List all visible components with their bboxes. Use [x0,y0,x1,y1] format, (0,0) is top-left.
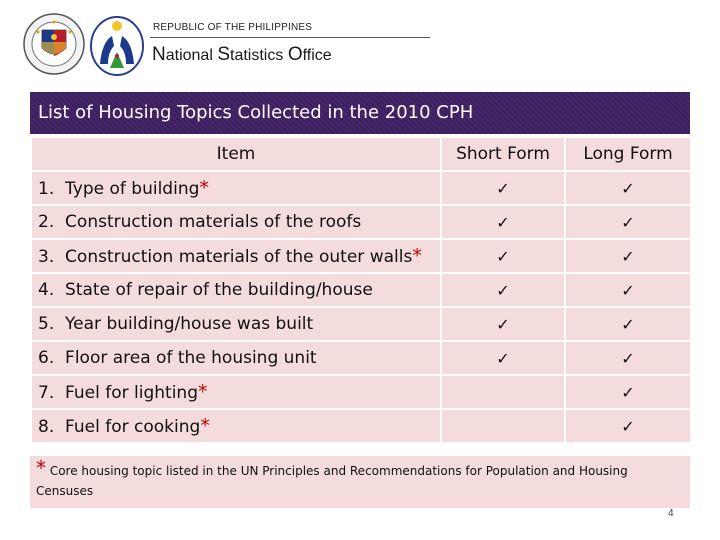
table-row [31,205,691,239]
topic-label: Construction materials of the outer walls [65,247,413,267]
short-form-cell [441,409,565,443]
check-mark-icon: ✓ [496,212,510,232]
long-form-cell [565,409,691,443]
topic-label: Fuel for cooking [65,417,201,437]
topic-label: Fuel for lighting [65,383,199,403]
topic-number: 7. [38,383,55,403]
housing-topics-table [30,136,692,444]
table-row [31,273,691,307]
office-name [152,44,332,66]
office-word-rest: ational [165,47,218,64]
slide-title-bar [30,92,690,134]
short-form-cell [441,375,565,409]
header-divider [150,37,430,38]
check-mark-icon: ✓ [496,178,510,198]
topic-item-cell [31,341,441,375]
table-row [31,239,691,273]
footnote [30,456,690,508]
topic-item-cell [31,375,441,409]
check-mark-icon: ✓ [621,416,635,436]
check-mark-icon: ✓ [621,246,635,266]
long-form-cell [565,171,691,205]
topic-label: Year building/house was built [65,314,314,334]
topic-label: Construction materials of the roofs [65,212,362,232]
topic-item-cell [31,409,441,443]
check-mark-icon: ✓ [621,212,635,232]
topic-label: Floor area of the housing unit [65,348,317,368]
topic-item-cell [31,307,441,341]
check-mark-icon: ✓ [621,382,635,402]
topic-number: 8. [38,417,55,437]
check-mark-icon: ✓ [621,314,635,334]
footnote-text: Core housing topic listed in the UN Principles and Recommendations for Population and Housing Censuses [36,464,628,498]
table-header-row [31,137,691,171]
check-mark-icon: ✓ [496,280,510,300]
topic-item-cell [31,239,441,273]
table-body [31,171,691,443]
office-word-rest: ffice [302,47,332,64]
topic-number: 6. [38,348,55,368]
long-form-cell [565,205,691,239]
short-form-cell [441,341,565,375]
republic-seal-logo [22,12,86,76]
column-header-long-form: Long Form [565,137,691,171]
topic-item-cell [31,171,441,205]
core-topic-star-icon: * [200,415,210,437]
office-initial: N [152,44,166,65]
check-mark-icon: ✓ [621,178,635,198]
core-topic-star-icon: * [198,381,208,403]
table-row [31,409,691,443]
office-initial: S [217,44,231,65]
table-row [31,341,691,375]
office-initial: O [287,44,303,65]
republic-label: REPUBLIC OF THE PHILIPPINES [153,22,313,33]
long-form-cell [565,375,691,409]
long-form-cell [565,239,691,273]
office-word-rest: tatistics [230,47,288,64]
check-mark-icon: ✓ [621,280,635,300]
short-form-cell [441,205,565,239]
core-topic-star-icon: * [36,456,46,480]
topic-label: Type of building [65,179,200,199]
table-row [31,171,691,205]
long-form-cell [565,273,691,307]
table-row [31,375,691,409]
short-form-cell [441,239,565,273]
core-topic-star-icon: * [199,177,209,199]
long-form-cell [565,341,691,375]
check-mark-icon: ✓ [496,314,510,334]
page-number: 4 [668,508,674,519]
topic-number: 5. [38,314,55,334]
topic-number: 4. [38,280,55,300]
topic-number: 2. [38,212,55,232]
topic-number: 1. [38,179,55,199]
table-row [31,307,691,341]
check-mark-icon: ✓ [621,348,635,368]
column-header-short-form: Short Form [441,137,565,171]
topic-item-cell [31,273,441,307]
slide-title: List of Housing Topics Collected in the 2010 CPH [38,102,474,123]
check-mark-icon: ✓ [496,246,510,266]
long-form-cell [565,307,691,341]
short-form-cell [441,171,565,205]
topic-number: 3. [38,247,55,267]
short-form-cell [441,273,565,307]
column-header-item: Item [31,137,441,171]
nso-logo [88,12,146,76]
topic-item-cell [31,205,441,239]
topic-label: State of repair of the building/house [65,280,373,300]
core-topic-star-icon: * [412,245,422,267]
check-mark-icon: ✓ [496,348,510,368]
short-form-cell [441,307,565,341]
